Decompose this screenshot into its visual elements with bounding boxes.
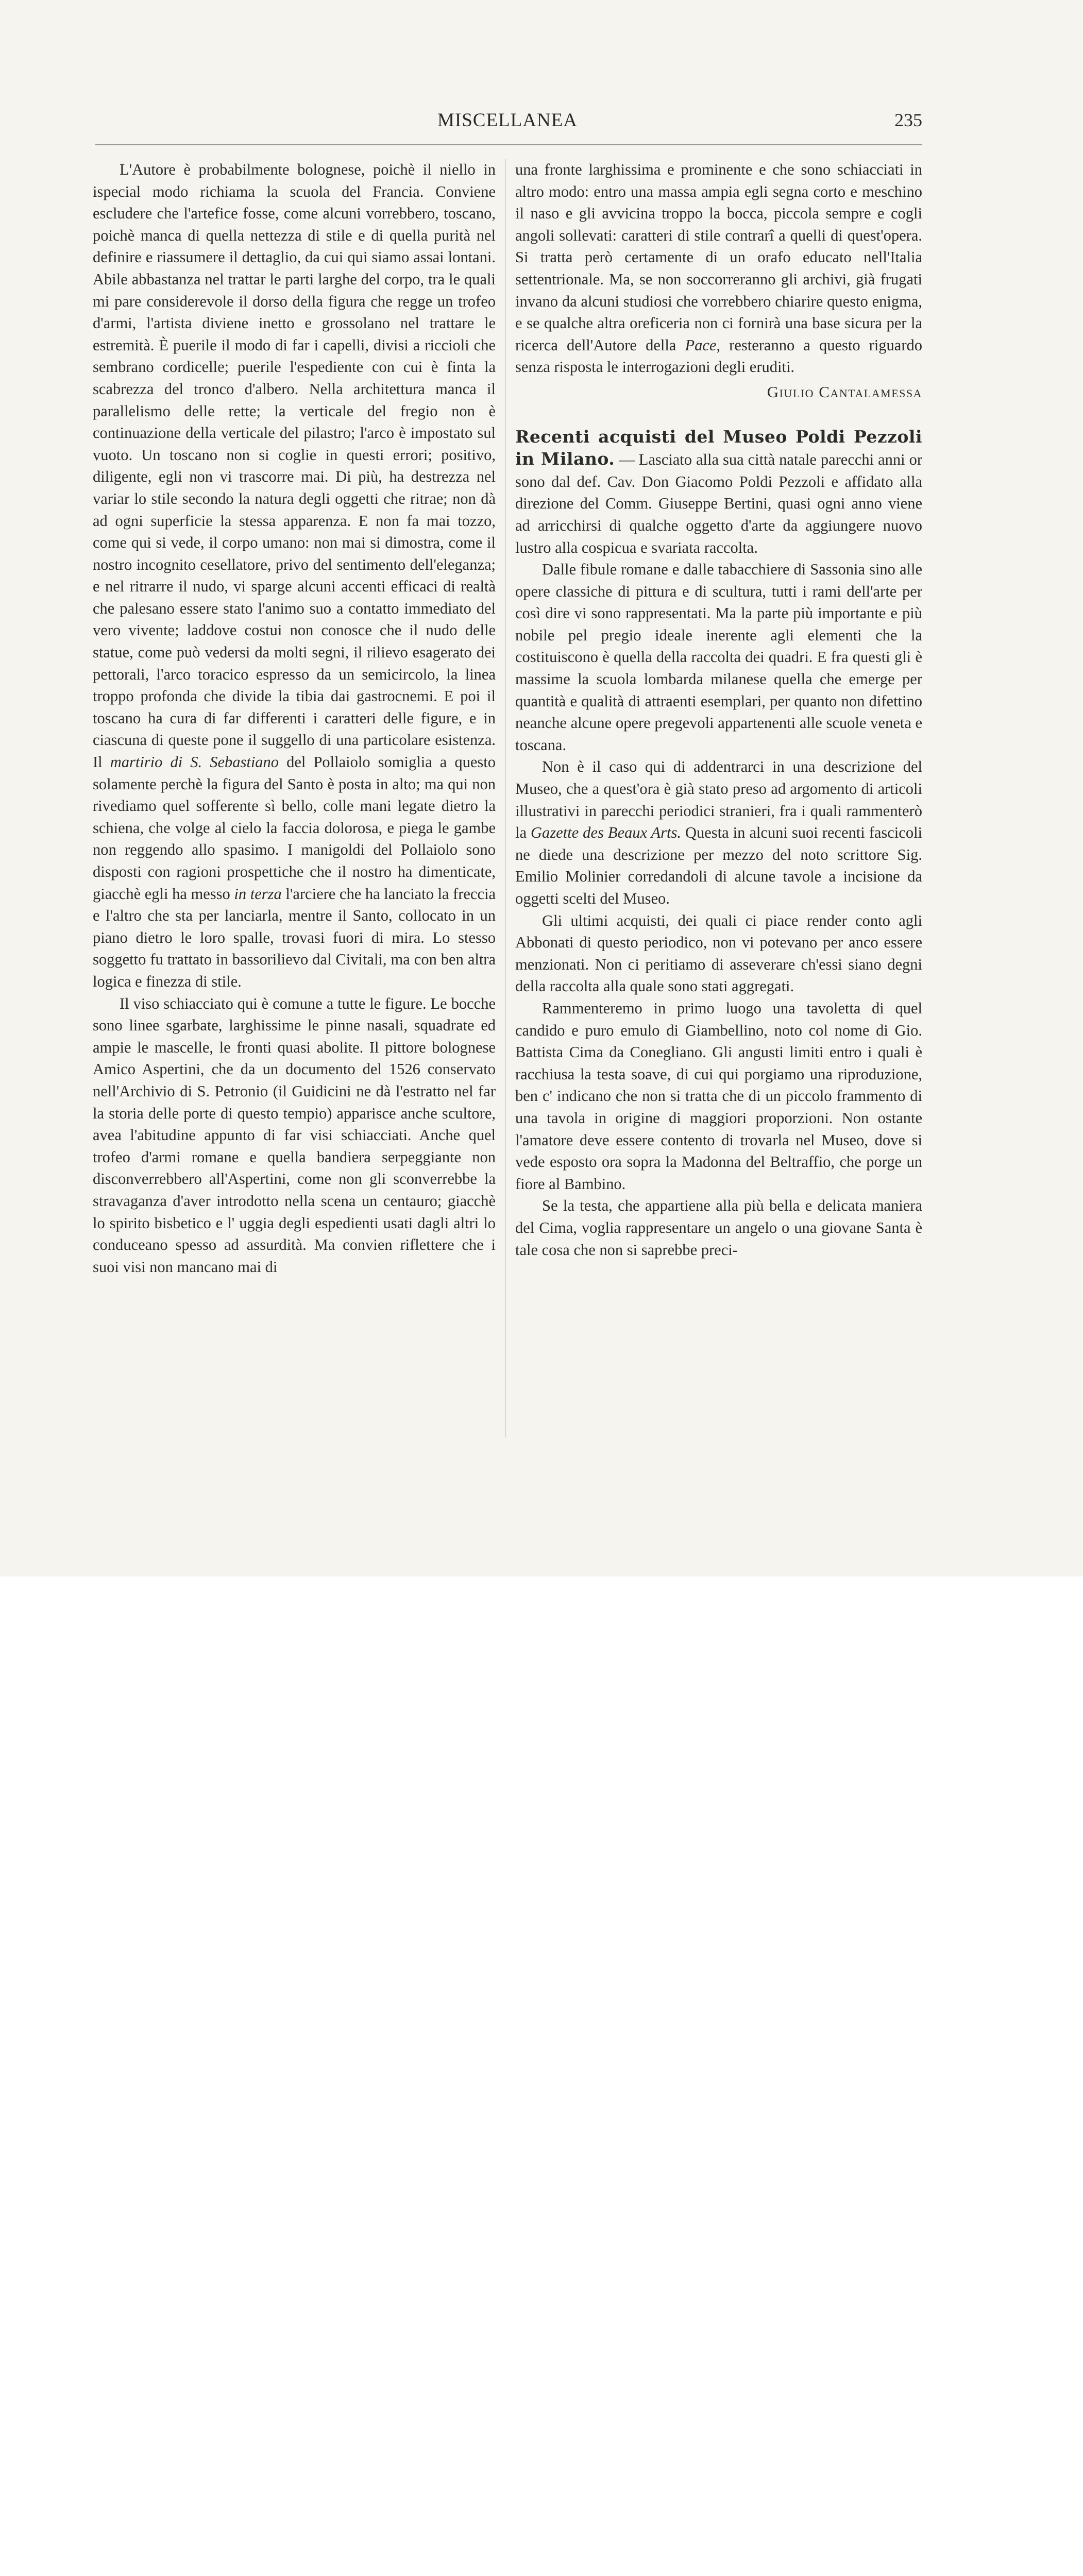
text: — Lasciato alla sua città natale parecchi anni or sono dal def. Cav. Don Giacomo Poldi Pezzoli e affidato alla direzione del Comm. Giuseppe Bertini, quasi ogni anno viene ad arricchirsi di qualche oggetto d'arte da aggiungere nuovo lustro alla cospicua e svariata raccolta. [515, 451, 922, 556]
digitization-footer [0, 1577, 1083, 1702]
page-number: 235 [894, 110, 922, 130]
text: Questa in alcuni suoi recenti fascicoli ne diede una descrizione per mezzo del noto scrittore Sig. Emilio Molinier corredandoli di alcune tavole a incisione da oggetti scelti del Museo. [515, 824, 923, 907]
paragraph: Gli ultimi acquisti, dei quali ci piace render conto agli Abbonati di questo periodico, non vi potevano per anco essere menzionati. Non ci peritiamo di asseverare ch'essi siano degni della raccolta alla quale sono stati aggregati. [515, 911, 922, 995]
column-divider [505, 159, 506, 1437]
paragraph [515, 159, 922, 378]
author-signature: Giulio Cantalamessa [767, 382, 922, 401]
right-column [515, 159, 922, 1261]
text: una fronte larghissima e prominente e che sono schiacciati in altro modo: entro una massa ampia egli segna corto e meschino il naso e gli avvicina troppo la bocca, piccola sempre e cogli angoli sollevati: caratteri di stile contrarî a quelli di quest'opera. Si tratta però certamente di un orafo educato nell'Italia settentrionale. Ma, se non soccorreranno gli archivi, già frugati invano da alcuni studiosi che vorrebbero chiarire questo enigma, e se qualche altra oreficeria non ci fornirà una base sicura per la ricerca dell'Autore della [515, 161, 922, 354]
italic-text: in terza [234, 885, 282, 903]
text: l'arciere che ha lanciato la freccia e l'altro che sta per lanciarla, mentre il Santo, collocato in un piano dietro le loro spalle, trovasi fuori di mira. Lo stesso soggetto fu trattato in bassorilievo dal Civitali, ma con ben altra logica e finezza di stile. [93, 885, 496, 990]
paragraph [93, 159, 496, 993]
text: Non è il caso qui di addentrarci in una descrizione del Museo, che a quest'ora è già stato preso ad argomento di articoli illustrativi in parecchi periodici stranieri, fra i quali rammenterò la [515, 758, 922, 842]
header-rule [95, 144, 922, 145]
left-column [93, 159, 496, 1278]
paragraph [515, 756, 922, 909]
italic-title: martirio di S. Sebastiano [110, 753, 279, 771]
text: del Pollaiolo somiglia a questo solamente perchè la figura del Santo è posta in alto; ma qui non rivediamo quel sofferente sì bello, colle mani legate dietro la schiena, che volge al cielo la faccia dolorosa, e piega le gambe non reggendo allo spasimo. I manigoldi del Pollaiolo sono disposti con ragioni prospettiche che il nostro ha dimenticate, giacchè egli ha messo [93, 753, 496, 903]
italic-title: Pace [685, 336, 717, 354]
paragraph: Rammenteremo in primo luogo una tavoletta di quel candido e puro emulo di Giambellino, noto col nome di Gio. Battista Cima da Conegliano. Gli angusti limiti entro i quali è racchiusa la testa soave, di cui qui porgiamo una riproduzione, ben c' indicano che non si tratta che di un piccolo frammento di una tavola in origine di maggiori proporzioni. Non ostante l'amatore deve essere contento di trovarla nel Museo, dove si vede esposto ora sopra la Madonna del Beltraffio, che porge un fiore al Bambino. [515, 999, 922, 1193]
italic-title: Gazette des Beaux Arts. [531, 824, 681, 842]
text: , resteranno a questo riguardo senza risposta le interrogazioni degli eruditi. [515, 336, 923, 376]
paragraph: Dalle fibule romane e dalle tabacchiere di Sassonia sino alle opere classiche di pittura e di scultura, tutti i rami dell'arte per così dire vi sono rappresentati. Ma la parte più importante e più nobile pel pregio ideale inerente agli elementi che la costituiscono è quella della raccolta dei quadri. E fra questi gli è massime la scuola lombarda milanese quella che emerge per quantità e qualità di attraenti esemplari, per quanto non difettino neanche alcune opere pregevoli appartenenti alle scuole veneta e toscana. [515, 561, 922, 754]
paragraph: Se la testa, che appartiene alla più bella e delicata maniera del Cima, voglia rappresentare un angelo o una giovane Santa è tale cosa che non si saprebbe preci- [515, 1197, 922, 1259]
running-title: MISCELLANEA [437, 110, 578, 131]
page-header [93, 109, 922, 140]
paragraph: Il viso schiacciato qui è comune a tutte le figure. Le bocche sono linee sgarbate, larghissime le pinne nasali, squadrate ed ampie le mascelle, le fronti quasi abolite. Il pittore bolognese Amico Aspertini, che da un documento del 1526 conservato nell'Archivio di S. Petronio (il Guidicini ne dà l'estratto nel far la storia delle porte di questo tempio) apparisce anche scultore, avea l'abitudine appunto di far visi schiacciati. Anche quel trofeo d'armi romane e quella bandiera serpeggiante non disconverrebbero all'Aspertini, come non gli sconverrebbe la stravaganza d'aver introdotto nella scena un centauro; giacchè lo spirito bisbetico e l' uggia degli espedienti usati dagli altri lo conduceano spesso ad assurdità. Ma convien riflettere che i suoi visi non mancano mai di [93, 994, 496, 1276]
text: L'Autore è probabilmente bolognese, poichè il niello in ispecial modo richiama la scuola del Francia. Conviene escludere che l'artefice fosse, come alcuni vorrebbero, toscano, poichè manca di quella nettezza di stile e di quella purità nel definire e riassumere il dettaglio, da cui qui siamo assai lontani. Abile abbastanza nel trattar le parti larghe del corpo, tra le quali mi pare considerevole il dorso della figura che regge un trofeo d'armi, l'artista diviene inetto e grossolano nel trattare le estremità. È puerile il modo di far i capelli, divisi a riccioli che sembrano cordicelle; puerile l'espediente con cui è finta la scabrezza del tronco d'albero. Nella architettura manca il parallelismo delle rette; la verticale del fregio non è continuazione della verticale del pilastro; l'arco è impostato sul vuoto. Un toscano non si coglie in questi errori; positivo, diligente, egli non vi trascorre mai. Di più, ha destrezza nel variar lo stile secondo la natura degli oggetti che ritrae; non dà ad ogni superficie la stessa apparenza. E non fa mai tozzo, come qui si vede, il corpo umano: non mai si dimostra, come il nostro incognito cesellatore, privo del sentimento dell'eleganza; e nel ritrarre il nudo, vi sparge alcuni accenti efficaci di realtà che palesano essere stato l'animo suo a contatto immediato del vero vivente; laddove costui non conosce che il nudo delle statue, come può vedersi da molti segni, il rilievo esagerato dei pettorali, l'arco toracico espresso da un semicircolo, la linea troppo profonda che divide la tibia dai gastrocnemi. E poi il toscano ha cura di far differenti i caratteri delle figure, e in ciascuna di queste pone il suggello di una particolare esistenza. Il [93, 161, 496, 771]
section-paragraph [515, 426, 922, 559]
section-title: Recenti acquisti del Museo Poldi Pezzoli in Milano. [515, 426, 922, 469]
